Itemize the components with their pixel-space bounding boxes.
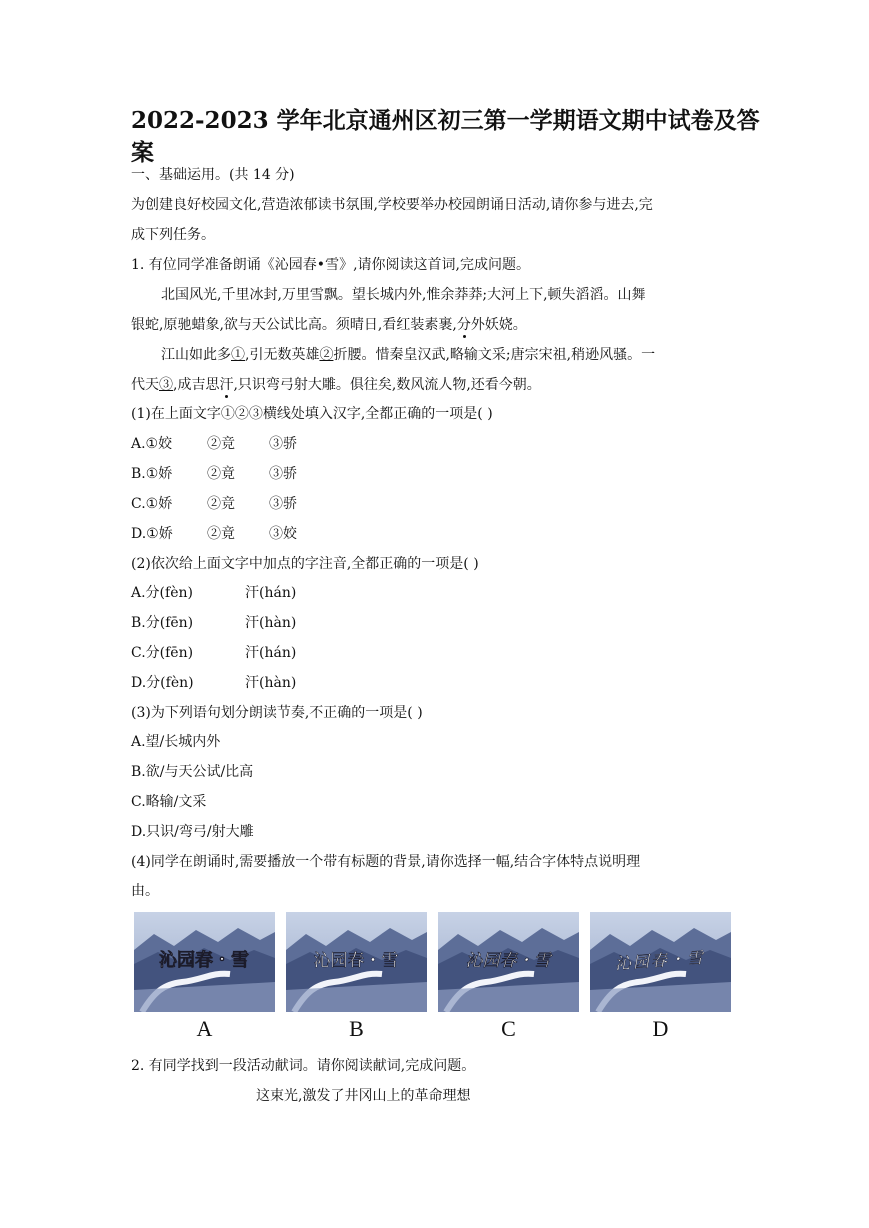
sub-question-3: (3)为下列语句划分朗读节奏,不正确的一项是( ) [131,705,423,721]
title-line-2: 案 [131,139,154,166]
figure-caption: 沁园春・雪 [313,951,399,971]
option-part-b: 汗(hàn) [245,615,297,631]
title-line-1: 2022-2023 学年北京通州区初三第一学期语文期中试卷及答 [131,107,760,134]
option-row: D.只识/弯弓/射大雕 [131,824,254,840]
poem-text: ,只识弯弓射大雕。俱往矣,数风流人物,还看今朝。 [233,377,541,393]
poem-text: ,引无数英雄 [245,347,320,363]
figure-caption: 沁园春・雪 [465,951,551,971]
option-part-a: D.分(fèn) [131,675,194,691]
section-heading: 一、基础运用。(共 14 分) [131,167,295,183]
option-part-b: ②竞 [207,436,235,452]
option-part-a: C.①娇 [131,496,173,512]
question-2: 2. 有同学找到一段活动献词。请你阅读献词,完成问题。 [131,1058,476,1074]
poem-text: 折腰。惜秦皇汉武,略输文采;唐宗宋祖,稍逊风骚。一 [333,347,656,363]
option-part-a: A.分(fèn) [131,585,193,601]
poem-line-1: 北国风光,千里冰封,万里雪飘。望长城内外,惟余莽莽;大河上下,顿失滔滔。山舞 [161,287,646,303]
figure-label: D [652,1016,669,1041]
option-part-b: 汗(hán) [245,585,297,601]
page-title [131,105,771,169]
option-part-b: ②竟 [207,466,235,482]
option-row: A.望/长城内外 [131,734,221,750]
figure-label: B [349,1016,364,1041]
option-part-c: ③骄 [269,496,297,512]
figure-options [134,912,731,1042]
figure-image [286,912,427,1012]
poem-text: ,成吉思 [173,377,220,393]
option-part-c: ③骄 [269,436,297,452]
option-row [131,614,297,632]
sub-question-2: (2)依次给上面文字中加点的字注音,全都正确的一项是( ) [131,556,479,572]
sub-question-4-line-1: (4)同学在朗诵时,需要播放一个带有标题的背景,请你选择一幅,结合字体特点说明理 [131,854,641,870]
option-row: B.欲/与天公试/比高 [131,764,254,780]
option-row [131,674,297,692]
poem-text: 代天 [131,377,159,393]
figure-caption: 沁园春・雪 [614,947,706,974]
option-part-a: A.①姣 [131,436,173,452]
option-part-a: B.①娇 [131,466,173,482]
blank-2: ② [319,347,334,363]
figure-label: A [196,1016,213,1041]
question-1: 1. 有位同学准备朗诵《沁园春•雪》,请你阅读这首词,完成问题。 [131,257,530,273]
option-row [131,644,297,662]
sub-question-4-line-2: 由。 [131,883,159,899]
poem-2-line-1: 这束光,激发了井冈山上的革命理想 [256,1088,471,1104]
figure-image [590,912,731,1012]
option-row [131,525,297,543]
option-row [131,465,297,483]
figure-image [134,912,275,1012]
option-part-a: B.分(fēn) [131,615,194,631]
figure-caption: 沁园春・雪 [159,950,249,971]
intro-line-1: 为创建良好校园文化,营造浓郁读书氛围,学校要举办校园朗诵日活动,请你参与进去,完 [131,197,653,213]
option-part-c: ③骄 [269,466,297,482]
option-row [131,495,297,513]
blank-1: ① [231,347,245,363]
poem-line-4 [131,376,541,394]
option-part-b: 汗(hán) [245,645,297,661]
option-part-b: ②竞 [207,496,235,512]
poem-text: 外妖娆。 [470,317,527,333]
option-row [131,584,297,602]
intro-line-2: 成下列任务。 [131,227,215,243]
dotted-char: 汗 [219,377,234,393]
option-part-b: ②竟 [207,526,235,542]
option-part-c: ③姣 [269,526,297,542]
poem-line-3 [161,346,655,364]
option-part-a: D.①娇 [131,526,173,542]
dotted-char: 分 [456,317,471,333]
option-row [131,435,297,453]
figure-label: C [501,1016,516,1041]
figure-image [438,912,579,1012]
option-row: C.略输/文采 [131,794,207,810]
option-part-a: C.分(fēn) [131,645,194,661]
option-part-b: 汗(hàn) [245,675,297,691]
poem-line-2 [131,316,527,334]
poem-text: 银蛇,原驰蜡象,欲与天公试比高。须晴日,看红装素裹, [131,317,457,333]
blank-3: ③ [159,377,173,393]
poem-text: 江山如此多 [161,347,231,363]
sub-question-1: (1)在上面文字①②③横线处填入汉字,全都正确的一项是( ) [131,406,493,422]
